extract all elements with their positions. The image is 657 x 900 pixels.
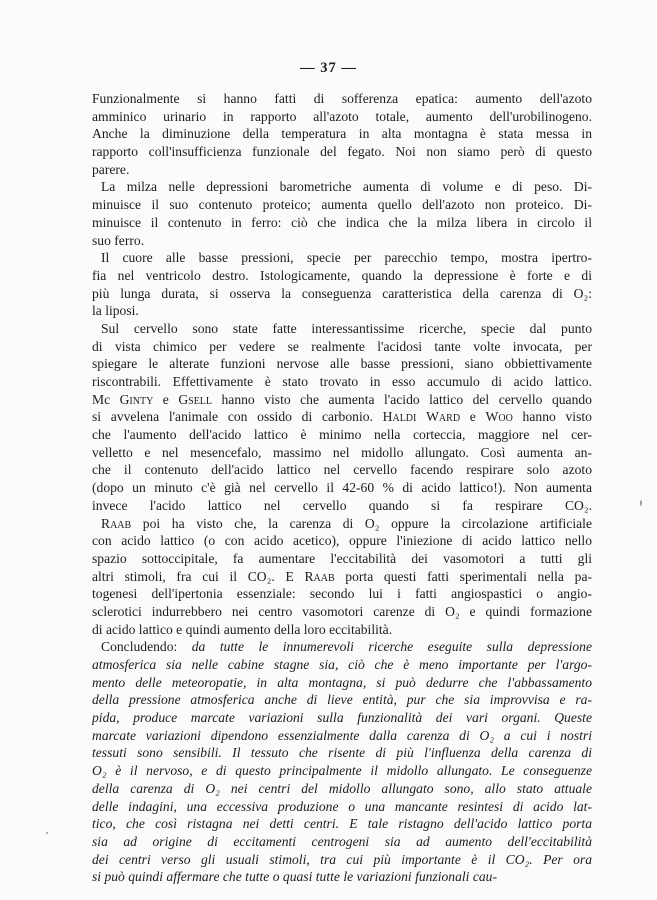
author-name: Raab — [304, 568, 335, 584]
text-line: la liposi. — [92, 303, 139, 319]
text-line: amminico urinario in rapporto all'azoto totale, aumento dell'urobilinogeno. — [92, 108, 592, 124]
author-name: Ginty — [119, 391, 154, 407]
text-line: minuisce il contenuto in ferro: ciò che indica che la milza libera in circolo il — [92, 214, 592, 230]
conclusion-lead: Concludendo: — [101, 639, 192, 655]
text-line: marcate variazioni dipendono essenzialmente dalla carenza di O₂ a cui i nostri — [92, 727, 592, 743]
text-line: fia nel ventricolo destro. Istologicamente, quando la depressione è forte e di — [92, 267, 592, 283]
text-line: minuisce il suo contenuto proteico; aumenta quello dell'azoto non proteico. Di- — [92, 197, 592, 213]
text-line: della pressione atmosferica anche di lieve entità, pur che sia improvvisa e ra- — [92, 692, 592, 708]
conclusion-italic: da tutte le innumerevoli ricerche eseguite sulla depressione — [191, 639, 592, 655]
author-name: Haldi — [382, 409, 417, 425]
text-line: Mc Ginty e Gsell hanno visto che aumenta l'acido lattico del cervello quando — [92, 391, 592, 407]
text-line: si avvelena l'animale con ossido di carbonio. Haldi Ward e Woo hanno visto — [92, 409, 592, 425]
text-line: più lunga durata, si osserva la conseguenza caratteristica della carenza di O₂: — [92, 285, 592, 301]
text-line: riscontrabili. Effettivamente è stato trovato in esso accumulo di acido lattico. — [92, 374, 592, 389]
page-number: — 37 — — [300, 60, 357, 76]
text-line: sia ad origine di eccitamenti centrogeni sia ad aumento dell'eccitabilità — [92, 833, 592, 849]
text-line: dei centri verso gli usuali stimoli, tra cui più importante è il CO₂. Per ora — [92, 851, 592, 867]
text-line: La milza nelle depressioni barometriche aumenta di volume e di peso. Di- — [101, 179, 592, 195]
author-name: Raab — [101, 515, 132, 531]
text-line: O₂ è il nervoso, e di questo principalmente il midollo allungato. Le conseguenze — [92, 763, 592, 779]
text-line: che il contenuto dell'acido lattico nel cervello facendo respirare solo azoto — [92, 462, 592, 478]
text-line: sclerotici indurrebbero nei centro vasomotori carenze di O₂ e quindi formazione — [92, 603, 592, 619]
author-name: Woo — [485, 409, 513, 425]
author-name: Gsell — [178, 391, 213, 407]
text-line: tico, che così ristagna nei detti centri. E tale ristagno dell'acido lattico porta — [92, 816, 592, 832]
text-line: (dopo un minuto c'è già nel cervello il 42-60 % di acido lattico!). Non aumenta — [92, 480, 592, 496]
text-line: togenesi dell'ipertonia essenziale: secondo lui i fatti angiospastici o angio- — [92, 586, 592, 602]
text-line: che l'aumento dell'acido lattico è minimo nella corteccia, maggiore nel cer- — [92, 427, 592, 443]
text-line: mento delle meteoropatie, in alta montagna, si può dedurre che l'abbassamento — [92, 674, 592, 690]
text-line: Raab poi ha visto che, la carenza di O₂ oppure la circolazione artificiale — [101, 515, 592, 531]
text-line: suo ferro. — [92, 232, 145, 248]
text-line: Anche la diminuzione della temperatura in alta montagna è stata messa in — [92, 126, 592, 142]
text-line: altri stimoli, fra cui il CO₂. E Raab porta questi fatti sperimentali nella pa- — [92, 568, 592, 584]
text-line: atmosferica sia nelle cabine stagne sia, ciò che è meno importante per l'argo- — [92, 657, 592, 672]
text-line: spiegare le alterate funzioni nervose alle basse pressioni, siano obbiettivamente — [92, 356, 592, 372]
text-line — [92, 638, 592, 656]
text-line: invece l'acido lattico nel cervello quando si fa respirare CO₂. — [92, 497, 592, 513]
text-line: spazio sottoccipitale, fa aumentare l'eccitabilità dei vasomotori a tutti gli — [92, 550, 592, 566]
text-line: tessuti sono sensibili. Il tessuto che risente di più l'influenza della carenza di — [92, 745, 592, 761]
scan-speck — [46, 832, 48, 834]
text-line: con acido lattico (o con acido acetico), oppure l'iniezione di acido lattico nello — [92, 533, 592, 549]
text-line: di acido lattico e quindi aumento della loro eccitabilità. — [92, 621, 393, 637]
scan-speck — [640, 500, 642, 506]
text-line: rapporto coll'insufficienza funzionale del fegato. Noi non siamo però di questo — [92, 144, 592, 160]
text-body — [92, 90, 592, 886]
text-line: Il cuore alle basse pressioni, specie per parecchio tempo, mostra ipertro- — [101, 250, 592, 266]
text-line: Funzionalmente si hanno fatti di sofferenza epatica: aumento dell'azoto — [92, 91, 592, 106]
text-line: pida, produce marcate variazioni sulla funzionalità dei vari organi. Queste — [92, 710, 592, 726]
text-line: velletto e nel mesencefalo, massimo nel midollo allungato. Così aumenta an- — [92, 444, 592, 460]
text-line: delle indagini, una eccessiva produzione o una mancante resintesi di acido lat- — [92, 798, 592, 814]
text-line: parere. — [92, 161, 130, 177]
text-line: Sul cervello sono state fatte interessantissime ricerche, specie dal punto — [101, 320, 592, 336]
text-line: della carenza di O₂ nei centri del midollo allungato sono, allo stato attuale — [92, 780, 592, 796]
author-name: Ward — [426, 409, 461, 425]
text-line: di vista chimico per vedere se realmente l'acidosi tante volte invocata, per — [92, 338, 592, 354]
text-line: si può quindi affermare che tutte o quasi tutte le variazioni funzionali cau- — [92, 869, 498, 885]
